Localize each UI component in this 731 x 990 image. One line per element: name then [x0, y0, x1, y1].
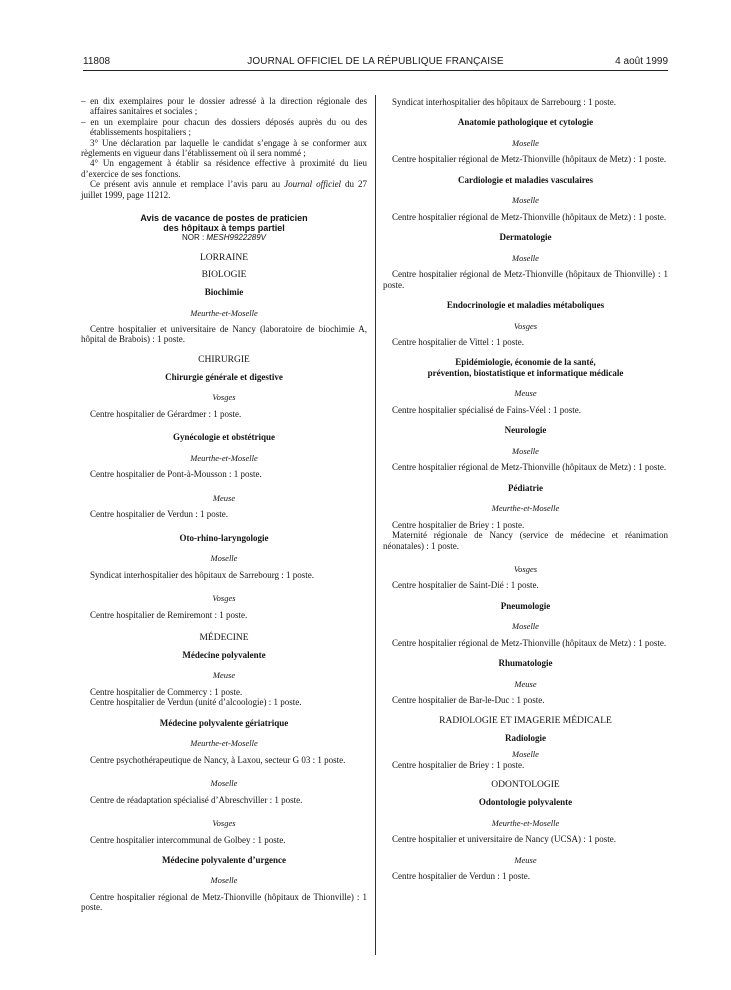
specialty-heading: Radiologie	[504, 732, 546, 743]
right-column	[383, 97, 668, 881]
department-heading: Vosges	[212, 392, 236, 403]
post-entry: Centre hospitalier de Verdun (unité d’alcoologie) : 1 poste.	[90, 697, 302, 708]
issue-date: 4 août 1999	[615, 56, 668, 67]
page-header	[83, 56, 668, 70]
category-heading: RADIOLOGIE ET IMAGERIE MÉDICALE	[439, 715, 612, 726]
specialty-heading: Gynécologie et obstétrique	[173, 432, 275, 443]
post-entry: Syndicat interhospitalier des hôpitaux de Sarrebourg : 1 poste.	[90, 569, 315, 580]
post-entry: Centre hospitalier et universitaire de Nancy (laboratoire de biochimie A, hôpital de Brabois) : 1 poste.	[81, 324, 367, 345]
post-entry: Centre hospitalier de Gérardmer : 1 poste.	[90, 408, 242, 419]
specialty-heading: Neurologie	[504, 425, 547, 436]
specialty-heading: Biochimie	[204, 287, 244, 298]
post-entry: Centre hospitalier spécialisé de Fains-Véel : 1 poste.	[392, 404, 581, 415]
specialty-heading: Médecine polyvalente d’urgence	[162, 854, 286, 865]
specialty-heading: Cardiologie et maladies vasculaires	[457, 174, 594, 185]
specialty-heading: Anatomie pathologique et cytologie	[457, 117, 594, 128]
paragraph: 4° Un engagement à établir sa résidence effective à proximité du lieu d’exercice de ses fonctions.	[81, 158, 367, 179]
department-heading: Vosges	[212, 593, 236, 603]
specialty-heading: Médecine polyvalente	[182, 649, 266, 660]
department-heading: Meurthe-et-Moselle	[190, 307, 258, 318]
post-entry: Centre hospitalier régional de Metz-Thionville (hôpitaux de Metz) : 1 poste.	[392, 154, 667, 165]
post-entry: Centre hospitalier de Briey : 1 poste.	[392, 759, 525, 770]
department-heading: Moselle	[210, 875, 238, 886]
category-heading: ODONTOLOGIE	[491, 780, 560, 791]
department-heading: Meurthe-et-Moselle	[190, 738, 258, 749]
specialty-heading: prévention, biostatistique et informatique médicale	[427, 367, 624, 378]
post-entry: Centre de réadaptation spécialisé d’Abreschviller : 1 poste.	[90, 794, 303, 805]
post-entry: Syndicat interhospitalier des hôpitaux de Sarrebourg : 1 poste.	[392, 97, 617, 107]
post-entry: Centre hospitalier régional de Metz-Thionville (hôpitaux de Metz) : 1 poste.	[392, 462, 667, 473]
paragraph: 3° Une déclaration par laquelle le candidat s’engage à se conformer aux règlements en vigueur dans l’établissement où il sera nommé ;	[81, 137, 367, 159]
specialty-heading: Pédiatrie	[508, 482, 543, 493]
post-entry: Centre hospitalier de Vittel : 1 poste.	[392, 337, 525, 348]
post-entry: Centre hospitalier intercommunal de Golbey : 1 poste.	[90, 834, 286, 845]
nor-reference	[81, 233, 367, 243]
post-entry: Centre hospitalier régional de Metz-Thionville (hôpitaux de Metz) : 1 poste.	[392, 637, 667, 648]
specialty-heading: Pneumologie	[500, 600, 551, 611]
department-heading: Meuse	[514, 388, 537, 399]
post-entry: Centre hospitalier de Commercy : 1 poste.	[90, 686, 243, 697]
post-entry: Centre hospitalier régional de Metz-Thionville (hôpitaux de Metz) : 1 poste.	[392, 211, 667, 222]
header-rule	[83, 70, 668, 71]
specialty-heading: Médecine polyvalente gériatrique	[159, 717, 289, 728]
department-heading: Moselle	[512, 445, 539, 456]
post-entry: Centre hospitalier de Briey : 1 poste.	[392, 519, 525, 530]
specialty-heading: Dermatologie	[499, 232, 552, 243]
post-entry: Centre hospitalier et universitaire de Nancy (UCSA) : 1 poste.	[392, 834, 616, 845]
journal-reference: Journal officiel	[284, 179, 342, 190]
column-divider	[375, 95, 376, 955]
post-entry: Centre hospitalier de Saint-Dié : 1 poste.	[392, 580, 539, 591]
specialty-heading: Endocrinologie et maladies métaboliques	[446, 300, 605, 311]
department-heading: Meuse	[514, 854, 537, 865]
department-heading: Moselle	[512, 749, 539, 760]
paragraph: – en un exemplaire pour chacun des dossiers déposés auprès du ou des établissements hospitaliers ;	[81, 116, 367, 138]
department-heading: Vosges	[212, 818, 236, 829]
category-heading: BIOLOGIE	[201, 270, 247, 281]
department-heading: Moselle	[512, 621, 539, 632]
post-entry: Centre hospitalier de Pont-à-Mousson : 1 poste.	[90, 469, 262, 480]
department-heading: Moselle	[210, 778, 238, 789]
department-heading: Moselle	[512, 195, 539, 206]
department-heading: Moselle	[512, 252, 539, 263]
page-number: 11808	[83, 56, 111, 67]
post-entry: Centre hospitalier de Verdun : 1 poste.	[90, 509, 229, 520]
post-entry: Maternité régionale de Nancy (service de médecine et réanimation néonatales) : 1 poste.	[383, 530, 668, 551]
nor-code: MESH9922289V	[206, 233, 267, 243]
post-entry: Centre hospitalier régional de Metz-Thionville (hôpitaux de Thionville) : 1 poste.	[81, 891, 367, 913]
department-heading: Meurthe-et-Moselle	[190, 452, 258, 463]
post-entry: Centre psychothérapeutique de Nancy, à Laxou, secteur G 03 : 1 poste.	[90, 754, 346, 765]
journal-title: JOURNAL OFFICIEL DE LA RÉPUBLIQUE FRANÇAISE	[247, 56, 504, 67]
post-entry: Centre hospitalier de Verdun : 1 poste.	[392, 871, 531, 881]
department-heading: Moselle	[210, 553, 238, 564]
notice-text: Ce présent avis annule et remplace l’avis paru au	[90, 179, 285, 190]
region-heading: LORRAINE	[199, 253, 249, 264]
notice-text: du 27 juillet 1999, page 11212.	[81, 179, 367, 200]
specialty-heading: Odontologie polyvalente	[478, 797, 573, 808]
nor-label: NOR :	[181, 233, 207, 243]
department-heading: Meuse	[212, 670, 236, 681]
specialty-heading: Oto-rhino-laryngologie	[179, 532, 269, 543]
specialty-heading: Chirurgie générale et digestive	[165, 371, 283, 382]
department-heading: Meurthe-et-Moselle	[491, 503, 560, 514]
post-entry: Centre hospitalier régional de Metz-Thionville (hôpitaux de Thionville) : 1 poste.	[383, 269, 668, 290]
specialty-heading: Epidémiologie, économie de la santé,	[455, 357, 596, 368]
department-heading: Vosges	[513, 320, 538, 331]
notice-title: des hôpitaux à temps partiel	[163, 223, 285, 234]
post-entry: Centre hospitalier de Bar-le-Duc : 1 poste.	[392, 695, 545, 706]
notice-paragraph	[81, 179, 367, 200]
paragraph: – en dix exemplaires pour le dossier adressé à la direction régionale des affaires sanitaires et sociales ;	[81, 96, 367, 117]
specialty-heading: Rhumatologie	[498, 658, 553, 669]
left-column	[81, 96, 367, 913]
category-heading: MÉDECINE	[199, 632, 249, 643]
department-heading: Meurthe-et-Moselle	[491, 817, 560, 828]
post-entry: Centre hospitalier de Remiremont : 1 poste.	[90, 609, 248, 620]
category-heading: CHIRURGIE	[198, 354, 250, 365]
department-heading: Moselle	[512, 137, 539, 148]
notice-title: Avis de vacance de postes de praticien	[140, 213, 308, 224]
department-heading: Meuse	[514, 678, 537, 689]
department-heading: Vosges	[513, 563, 538, 574]
department-heading: Meuse	[212, 492, 236, 503]
